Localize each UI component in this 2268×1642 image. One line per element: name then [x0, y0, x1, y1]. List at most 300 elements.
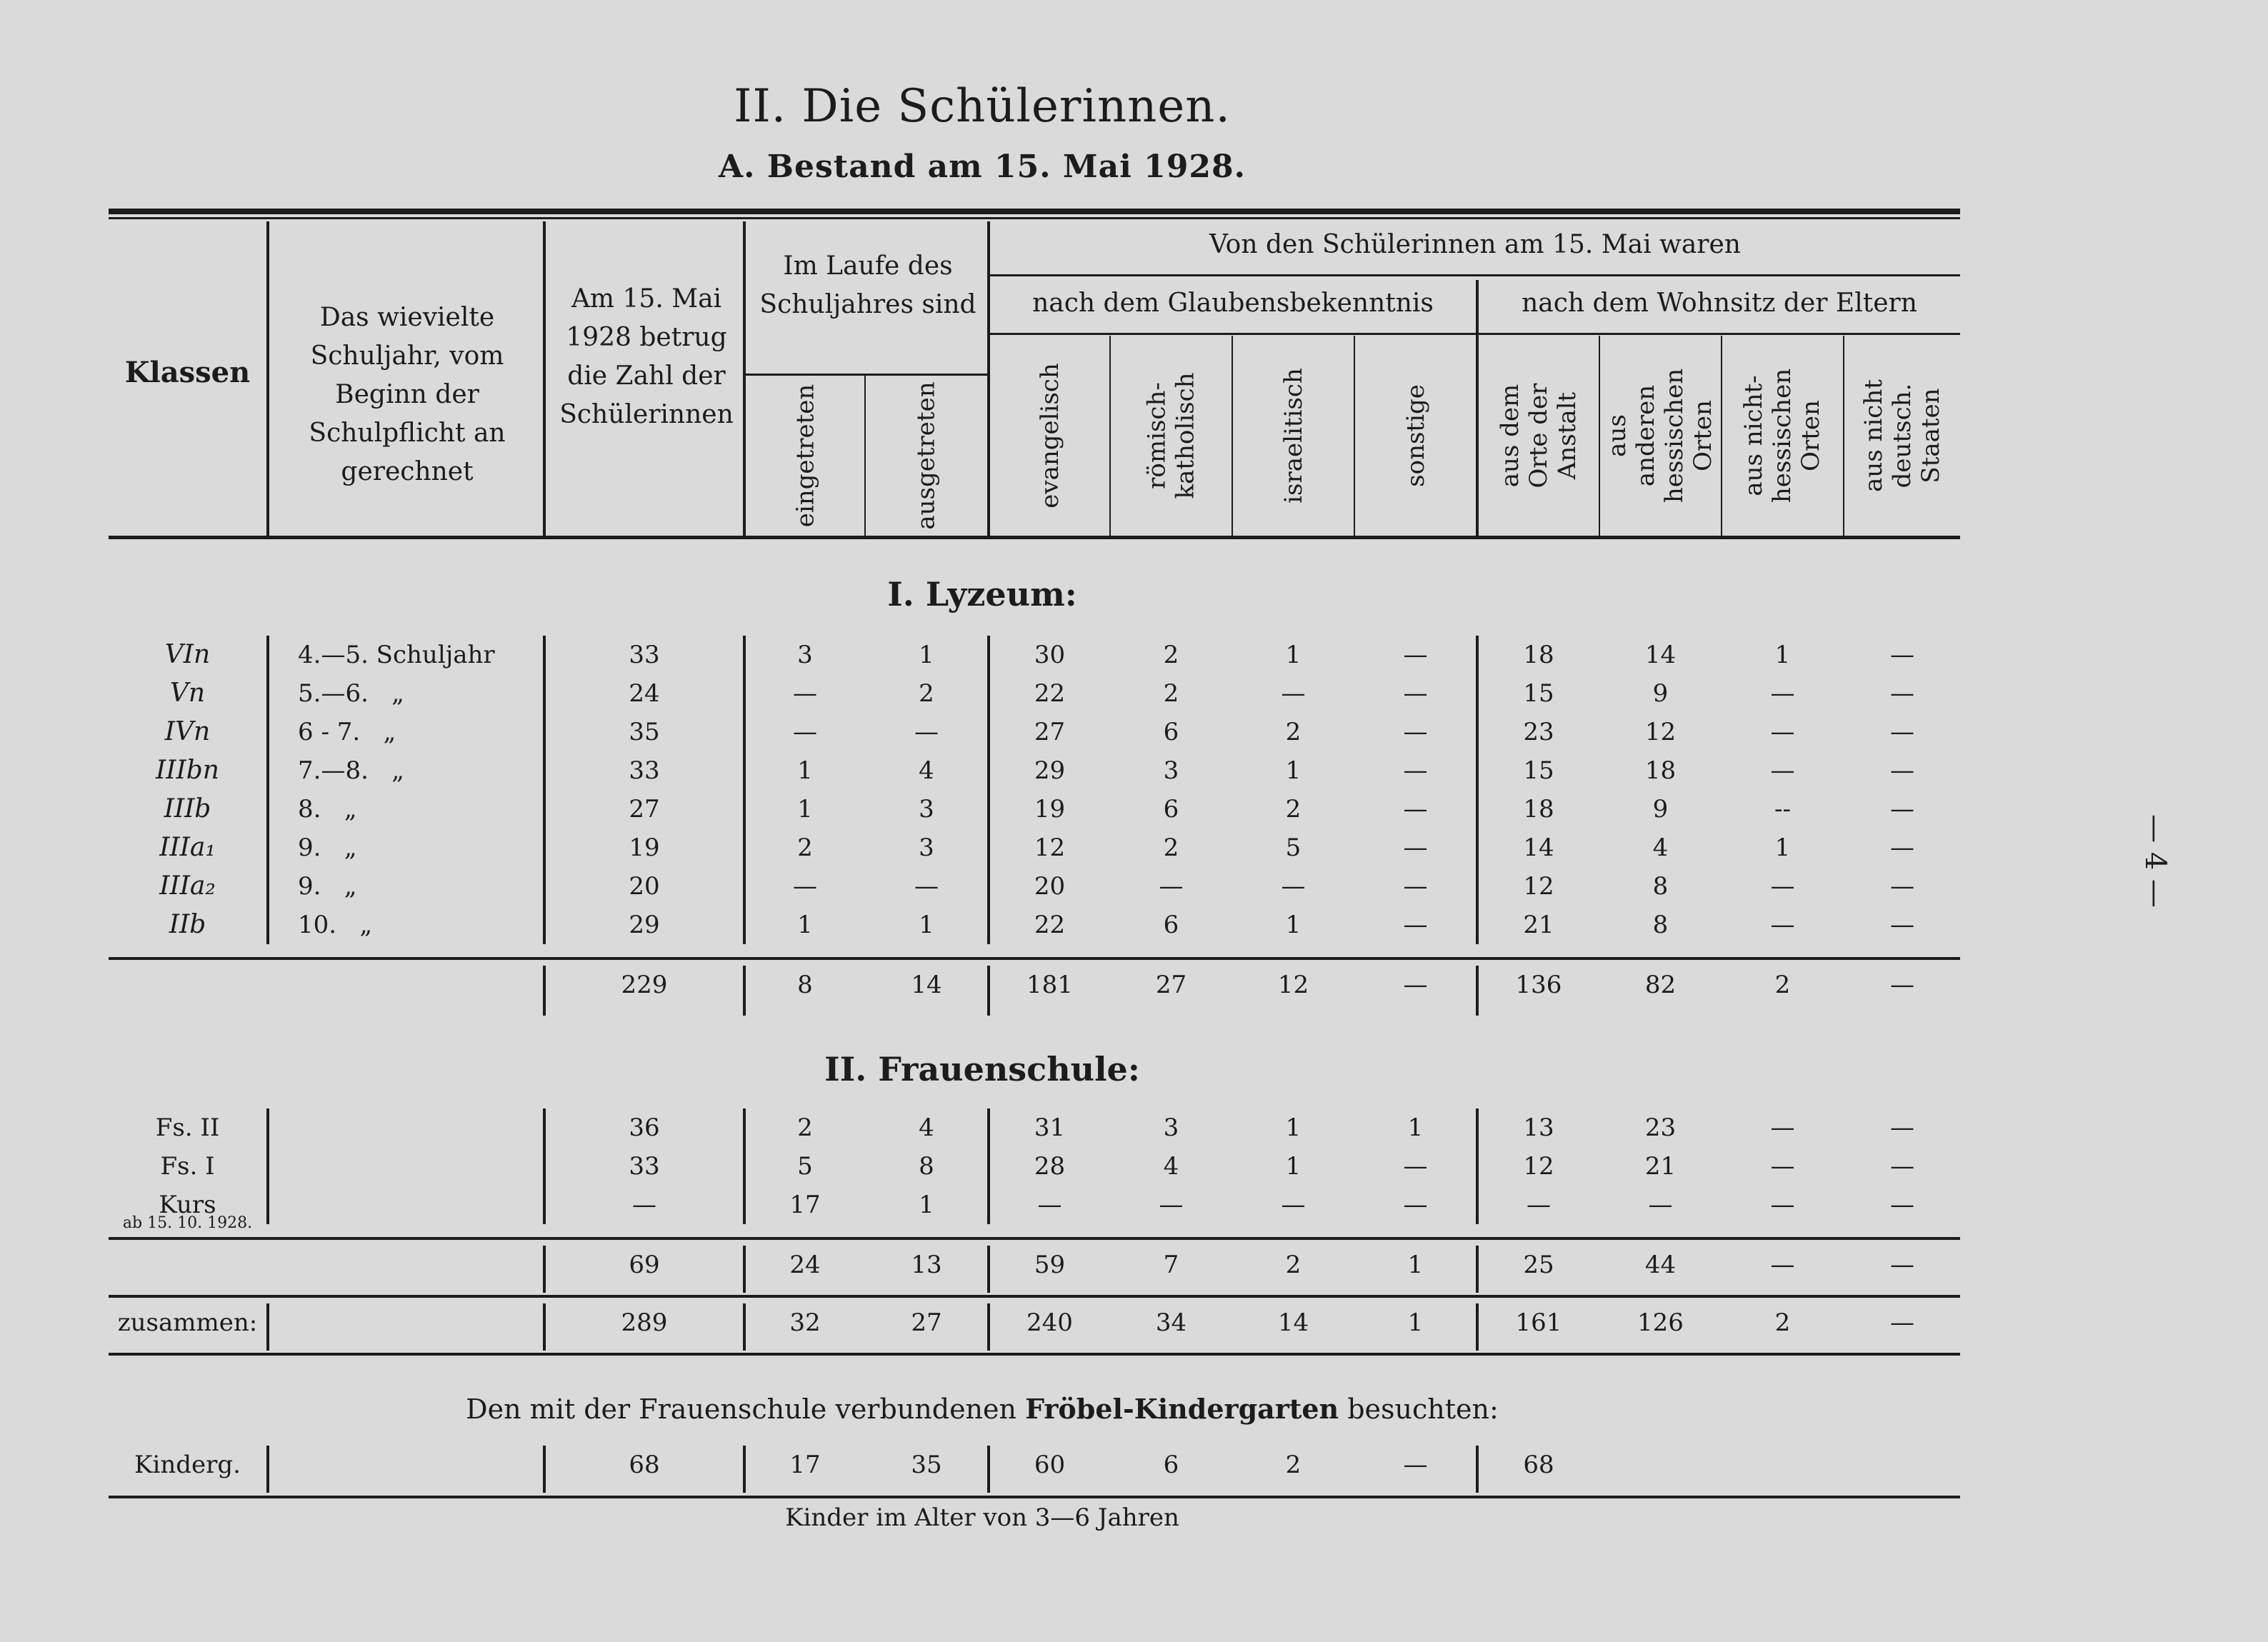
- row-divider: [1476, 1108, 1479, 1147]
- cell-ort: 13: [1523, 1113, 1554, 1142]
- cell-rk: 7: [1163, 1251, 1179, 1279]
- header-zahl: Am 15. Mai 1928 betrug die Zahl der Schülerinnen: [559, 284, 734, 429]
- row-divider: [266, 1186, 269, 1224]
- cell-hess: 9: [1652, 679, 1669, 708]
- cell-schuljahr: 5.—6. „: [298, 679, 404, 708]
- cell-ev: 60: [1034, 1451, 1066, 1479]
- cell-ndt: —: [1890, 1308, 1914, 1337]
- cell-hess: 8: [1652, 872, 1669, 901]
- cell-sonst: —: [1403, 641, 1428, 669]
- cell-sonst: —: [1403, 833, 1428, 862]
- kindergarten-footnote: Kinder im Alter von 3—6 Jahren: [785, 1503, 1179, 1532]
- zusammen-top-rule: [109, 1295, 1960, 1298]
- cell-ein: 24: [789, 1251, 821, 1279]
- row-divider: [743, 751, 746, 790]
- cell-ndt: —: [1890, 1251, 1914, 1279]
- cell-rk: 4: [1163, 1152, 1179, 1181]
- cell-rk: 3: [1163, 1113, 1179, 1142]
- page-subtitle: A. Bestand am 15. Mai 1928.: [719, 149, 1246, 185]
- cell-ort: 15: [1523, 679, 1554, 708]
- row-divider: [987, 1446, 990, 1493]
- cell-klasse: IIIa₁: [159, 833, 216, 862]
- cell-aus: 4: [919, 1113, 934, 1142]
- cell-hess: 44: [1644, 1251, 1677, 1279]
- table-row-lyzeum: [109, 867, 1960, 906]
- cell-rk: —: [1159, 872, 1184, 901]
- row-divider: [1476, 906, 1479, 944]
- cell-aus: 1: [919, 1191, 934, 1219]
- row-divider: [266, 1147, 269, 1186]
- row-divider: [266, 867, 269, 906]
- cell-schuljahr: 8. „: [298, 795, 357, 823]
- row-divider: [543, 966, 546, 1016]
- cell-isr: 1: [1285, 756, 1302, 785]
- cell-nhess: 1: [1774, 641, 1791, 669]
- cell-aus: 3: [919, 795, 934, 823]
- row-divider: [1476, 1303, 1479, 1351]
- cell-ein: 17: [789, 1191, 821, 1219]
- cell-nhess: —: [1770, 679, 1795, 708]
- cell-hess: 12: [1644, 718, 1677, 746]
- cell-hess: 9: [1652, 795, 1669, 823]
- row-divider: [743, 1186, 746, 1224]
- cell-zahl: 68: [629, 1451, 660, 1479]
- table-row-lyzeum: [109, 636, 1960, 674]
- header-eingetreten: eingetreten: [791, 384, 819, 528]
- cell-zahl: 20: [629, 872, 660, 901]
- cell-isr: 2: [1285, 1451, 1302, 1479]
- cell-hess: —: [1648, 1191, 1673, 1219]
- table-row-lyzeum: [109, 906, 1960, 944]
- table-row-lyzeum-total: [109, 966, 1960, 1004]
- row-divider: [987, 751, 990, 790]
- cell-klasse: zusammen:: [117, 1308, 258, 1337]
- cell-ort: 161: [1515, 1308, 1562, 1337]
- cell-aus: 27: [911, 1308, 942, 1337]
- row-divider: [743, 790, 746, 828]
- row-divider: [543, 636, 546, 674]
- cell-ein: 5: [797, 1152, 813, 1181]
- row-divider: [543, 1446, 546, 1493]
- table-row-lyzeum: [109, 674, 1960, 713]
- row-divider: [987, 1186, 990, 1224]
- cell-hess: 82: [1644, 971, 1677, 999]
- cell-nhess: —: [1770, 756, 1795, 785]
- cell-sonst: —: [1403, 756, 1428, 785]
- header-hline-von: [990, 274, 1960, 276]
- row-divider: [743, 713, 746, 751]
- top-rule-thin: [109, 217, 1960, 219]
- cell-rk: 27: [1155, 971, 1187, 999]
- cell-nhess: —: [1770, 872, 1795, 901]
- row-divider: [543, 713, 546, 751]
- row-divider: [266, 674, 269, 713]
- table-row-kindergarten: [109, 1446, 1960, 1484]
- row-divider: [1476, 1446, 1479, 1493]
- cell-ein: 1: [797, 756, 813, 785]
- row-divider: [543, 1186, 546, 1224]
- header-von-den: Von den Schülerinnen am 15. Mai waren: [1209, 230, 1741, 259]
- cell-nhess: 2: [1774, 971, 1791, 999]
- cell-klasse: Fs. II: [155, 1113, 220, 1142]
- row-divider: [987, 828, 990, 867]
- cell-aus: 2: [919, 679, 934, 708]
- cell-zahl: 33: [629, 1152, 660, 1181]
- cell-sonst: —: [1403, 679, 1428, 708]
- frauenschule-total-rule: [109, 1237, 1960, 1240]
- cell-ein: 2: [797, 1113, 813, 1142]
- cell-aus: 14: [911, 971, 942, 999]
- cell-ndt: —: [1890, 911, 1914, 939]
- cell-klasse: IIIbn: [156, 756, 219, 785]
- cell-ort: 18: [1523, 641, 1554, 669]
- cell-isr: 2: [1285, 1251, 1302, 1279]
- row-divider: [1476, 1147, 1479, 1186]
- row-divider: [266, 713, 269, 751]
- cell-ev: 59: [1034, 1251, 1066, 1279]
- cell-ev: 181: [1026, 971, 1073, 999]
- header-hline-sub: [990, 333, 1960, 335]
- cell-aus: 13: [911, 1251, 942, 1279]
- table-row-lyzeum: [109, 790, 1960, 828]
- cell-ein: 8: [797, 971, 813, 999]
- cell-zahl: 229: [621, 971, 668, 999]
- cell-ein: 2: [797, 833, 813, 862]
- cell-klasse: IIIb: [164, 794, 211, 823]
- cell-isr: 1: [1285, 1113, 1302, 1142]
- cell-ndt: —: [1890, 1152, 1914, 1181]
- header-glauben: nach dem Glaubensbekenntnis: [1032, 289, 1434, 318]
- row-divider: [543, 751, 546, 790]
- cell-ev: 22: [1034, 911, 1066, 939]
- row-divider: [1476, 636, 1479, 674]
- cell-ev: 12: [1034, 833, 1066, 862]
- header-bottom-rule: [109, 536, 1960, 539]
- cell-rk: 6: [1163, 718, 1179, 746]
- cell-isr: 12: [1277, 971, 1309, 999]
- row-divider: [543, 1246, 546, 1293]
- cell-klasse: Kurs: [159, 1191, 216, 1219]
- row-divider: [1476, 713, 1479, 751]
- row-divider: [543, 1108, 546, 1147]
- row-divider: [266, 1303, 269, 1351]
- row-divider: [987, 674, 990, 713]
- row-divider: [743, 828, 746, 867]
- cell-nhess: 1: [1774, 833, 1791, 862]
- row-divider: [987, 636, 990, 674]
- row-divider: [987, 1147, 990, 1186]
- cell-isr: —: [1281, 872, 1306, 901]
- cell-ort: 136: [1515, 971, 1562, 999]
- row-divider: [1476, 966, 1479, 1016]
- cell-rk: 6: [1163, 1451, 1179, 1479]
- cell-isr: 5: [1285, 833, 1302, 862]
- row-divider: [743, 906, 746, 944]
- cell-klasse: Kinderg.: [134, 1451, 241, 1479]
- cell-zahl: 24: [629, 679, 660, 708]
- page-number: — 4 —: [2139, 814, 2172, 908]
- header-israelitisch: israelitisch: [1279, 368, 1308, 504]
- cell-rk: —: [1159, 1191, 1184, 1219]
- cell-sonst: —: [1403, 1191, 1428, 1219]
- table-row-frauenschule: [109, 1108, 1960, 1147]
- cell-zahl: 29: [629, 911, 660, 939]
- cell-klasse: IVn: [164, 717, 211, 746]
- row-divider: [743, 1147, 746, 1186]
- cell-zahl: 36: [629, 1113, 660, 1142]
- cell-ndt: —: [1890, 1191, 1914, 1219]
- cell-aus: 1: [919, 641, 934, 669]
- cell-rk: 6: [1163, 911, 1179, 939]
- header-wohnsitz: nach dem Wohnsitz der Eltern: [1522, 289, 1917, 318]
- cell-zahl: 27: [629, 795, 660, 823]
- cell-ndt: —: [1890, 971, 1914, 999]
- cell-nhess: —: [1770, 1251, 1795, 1279]
- cell-klasse: IIIa₂: [159, 871, 216, 901]
- row-divider: [1476, 867, 1479, 906]
- cell-aus: 3: [919, 833, 934, 862]
- cell-ev: 240: [1026, 1308, 1073, 1337]
- cell-zahl: 19: [629, 833, 660, 862]
- cell-ndt: —: [1890, 718, 1914, 746]
- row-divider: [543, 1147, 546, 1186]
- row-divider: [543, 828, 546, 867]
- row-divider: [266, 906, 269, 944]
- cell-schuljahr: 7.—8. „: [298, 756, 404, 785]
- row-divider: [1476, 751, 1479, 790]
- cell-schuljahr: [269, 1147, 541, 1186]
- cell-aus: 35: [911, 1451, 942, 1479]
- cell-rk: 3: [1163, 756, 1179, 785]
- row-divider: [743, 1303, 746, 1351]
- cell-schuljahr: 4.—5. Schuljahr: [298, 641, 495, 669]
- cell-schuljahr: 6 - 7. „: [298, 718, 396, 746]
- cell-aus: —: [914, 872, 939, 901]
- cell-isr: —: [1281, 679, 1306, 708]
- row-divider: [987, 906, 990, 944]
- cell-schuljahr: 9. „: [298, 872, 357, 901]
- cell-schuljahr: 10. „: [298, 911, 373, 939]
- cell-ein: 17: [789, 1451, 821, 1479]
- cell-hess: 21: [1644, 1152, 1677, 1181]
- cell-ndt: —: [1890, 795, 1914, 823]
- cell-ein: 3: [797, 641, 813, 669]
- cell-isr: 1: [1285, 641, 1302, 669]
- cell-hess: 8: [1652, 911, 1669, 939]
- header-nicht-deutsche: aus nicht deutsch. Staaten: [1859, 379, 1945, 492]
- cell-ev: 20: [1034, 872, 1066, 901]
- cell-ein: —: [793, 872, 817, 901]
- cell-schuljahr: 9. „: [298, 833, 357, 862]
- cell-isr: 1: [1285, 1152, 1302, 1181]
- row-divider: [987, 790, 990, 828]
- row-divider: [1476, 828, 1479, 867]
- cell-ndt: —: [1890, 756, 1914, 785]
- row-divider: [743, 867, 746, 906]
- header-ort-anstalt: aus dem Orte der Anstalt: [1496, 383, 1582, 489]
- cell-ein: 1: [797, 911, 813, 939]
- cell-klasse: Fs. I: [160, 1152, 215, 1181]
- cell-sonst: —: [1403, 1152, 1428, 1181]
- row-divider: [743, 1108, 746, 1147]
- row-divider: [987, 966, 990, 1016]
- cell-sonst: 1: [1407, 1113, 1424, 1142]
- header-ausgetreten: ausgetreten: [912, 381, 941, 530]
- cell-hess: 18: [1644, 756, 1677, 785]
- row-divider: [743, 1246, 746, 1293]
- cell-ndt: —: [1890, 1113, 1914, 1142]
- cell-ein: —: [793, 718, 817, 746]
- page-title: II. Die Schülerinnen.: [734, 80, 1231, 133]
- table-row-lyzeum: [109, 751, 1960, 790]
- table-row-lyzeum: [109, 713, 1960, 751]
- cell-aus: 8: [919, 1152, 934, 1181]
- cell-zahl: 35: [629, 718, 660, 746]
- row-divider: [543, 906, 546, 944]
- cell-nhess: —: [1770, 911, 1795, 939]
- cell-rk: 34: [1155, 1308, 1187, 1337]
- cell-sonst: 1: [1407, 1251, 1424, 1279]
- cell-ndt: —: [1890, 872, 1914, 901]
- cell-aus: —: [914, 718, 939, 746]
- cell-hess: 4: [1652, 833, 1669, 862]
- lyzeum-total-rule: [109, 957, 1960, 960]
- cell-nhess: --: [1774, 795, 1791, 823]
- cell-ort: 12: [1523, 872, 1554, 901]
- row-divider: [543, 867, 546, 906]
- row-divider: [543, 790, 546, 828]
- cell-rk: 2: [1163, 641, 1179, 669]
- cell-ort: —: [1527, 1191, 1551, 1219]
- cell-sonst: —: [1403, 872, 1428, 901]
- row-divider: [743, 636, 746, 674]
- cell-isr: 14: [1277, 1308, 1309, 1337]
- row-divider: [987, 1303, 990, 1351]
- row-divider: [1476, 790, 1479, 828]
- cell-sonst: —: [1403, 718, 1428, 746]
- cell-zahl: 69: [629, 1251, 660, 1279]
- cell-ort: 23: [1523, 718, 1554, 746]
- cell-zahl: —: [632, 1191, 656, 1219]
- cell-ev: 28: [1034, 1152, 1066, 1181]
- cell-zahl: 33: [629, 641, 660, 669]
- table-row-frauenschule-total: [109, 1246, 1960, 1284]
- cell-hess: 126: [1637, 1308, 1684, 1337]
- cell-ev: 30: [1034, 641, 1066, 669]
- cell-sonst: —: [1403, 971, 1428, 999]
- cell-klasse: Vn: [169, 679, 206, 708]
- cell-ort: 12: [1523, 1152, 1554, 1181]
- row-divider: [743, 1446, 746, 1493]
- table-row-zusammen: [109, 1303, 1960, 1342]
- cell-isr: —: [1281, 1191, 1306, 1219]
- cell-ort: 15: [1523, 756, 1554, 785]
- row-divider: [543, 1303, 546, 1351]
- cell-ev: 19: [1034, 795, 1066, 823]
- kindergarten-bottom-rule: [109, 1496, 1960, 1498]
- cell-nhess: —: [1770, 1152, 1795, 1181]
- section-title-lyzeum: I. Lyzeum:: [887, 575, 1077, 614]
- row-divider: [266, 1446, 269, 1493]
- cell-sonst: —: [1403, 795, 1428, 823]
- row-divider: [987, 867, 990, 906]
- cell-ev: 31: [1034, 1113, 1066, 1142]
- cell-zahl: 33: [629, 756, 660, 785]
- cell-ort: 21: [1523, 911, 1554, 939]
- row-divider: [266, 828, 269, 867]
- cell-sonst: —: [1403, 911, 1428, 939]
- header-andere-hessische: aus anderen hessischen Orten: [1603, 368, 1718, 504]
- table-row-frauenschule: [109, 1147, 1960, 1186]
- cell-klasse: VIn: [164, 640, 211, 669]
- cell-hess: 23: [1644, 1113, 1677, 1142]
- cell-ev: 22: [1034, 679, 1066, 708]
- cell-ndt: —: [1890, 833, 1914, 862]
- cell-sonst: —: [1403, 1451, 1428, 1479]
- header-roemisch: römisch-katholisch: [1142, 372, 1200, 499]
- header-sonstige: sonstige: [1401, 384, 1430, 487]
- cell-ev: 27: [1034, 718, 1066, 746]
- row-divider: [266, 790, 269, 828]
- header-schuljahr: Das wievielte Schuljahr, vom Beginn der Schulpflicht an gerechnet: [309, 303, 506, 486]
- cell-ort: 14: [1523, 833, 1554, 862]
- row-divider: [743, 674, 746, 713]
- cell-sonst: 1: [1407, 1308, 1424, 1337]
- header-klassen: Klassen: [124, 356, 251, 389]
- cell-klasse: IIb: [169, 910, 206, 939]
- cell-ort: 25: [1523, 1251, 1554, 1279]
- row-divider: [266, 751, 269, 790]
- cell-rk: 2: [1163, 833, 1179, 862]
- row-divider: [987, 1246, 990, 1293]
- cell-ndt: —: [1890, 641, 1914, 669]
- cell-rk: 2: [1163, 679, 1179, 708]
- cell-ort: 18: [1523, 795, 1554, 823]
- cell-ev: —: [1037, 1191, 1062, 1219]
- cell-rk: 6: [1163, 795, 1179, 823]
- row-divider: [1476, 674, 1479, 713]
- cell-schuljahr: [269, 1186, 541, 1224]
- header-divider-1: [266, 221, 269, 536]
- row-divider: [987, 1108, 990, 1147]
- row-divider: [987, 713, 990, 751]
- table-row-frauenschule: [109, 1186, 1960, 1232]
- row-divider: [543, 674, 546, 713]
- row-divider: [743, 966, 746, 1016]
- cell-hess: 14: [1644, 641, 1677, 669]
- cell-aus: 4: [919, 756, 934, 785]
- top-rule-thick: [109, 209, 1960, 214]
- cell-ndt: —: [1890, 679, 1914, 708]
- cell-ein: 32: [789, 1308, 821, 1337]
- cell-nhess: —: [1770, 1191, 1795, 1219]
- header-laufe: Im Laufe des Schuljahres sind: [759, 251, 976, 319]
- table-row-lyzeum: [109, 828, 1960, 867]
- header-divider-2: [543, 221, 546, 536]
- cell-ort: 68: [1523, 1451, 1554, 1479]
- cell-ein: 1: [797, 795, 813, 823]
- row-divider: [266, 636, 269, 674]
- cell-zahl: 289: [621, 1308, 668, 1337]
- cell-aus: 1: [919, 911, 934, 939]
- row-divider: [1476, 1246, 1479, 1293]
- cell-nhess: —: [1770, 718, 1795, 746]
- cell-klasse-note: ab 15. 10. 1928.: [122, 1214, 253, 1232]
- cell-isr: 2: [1285, 795, 1302, 823]
- row-divider: [1476, 1186, 1479, 1224]
- row-divider: [266, 1108, 269, 1147]
- cell-ein: —: [793, 679, 817, 708]
